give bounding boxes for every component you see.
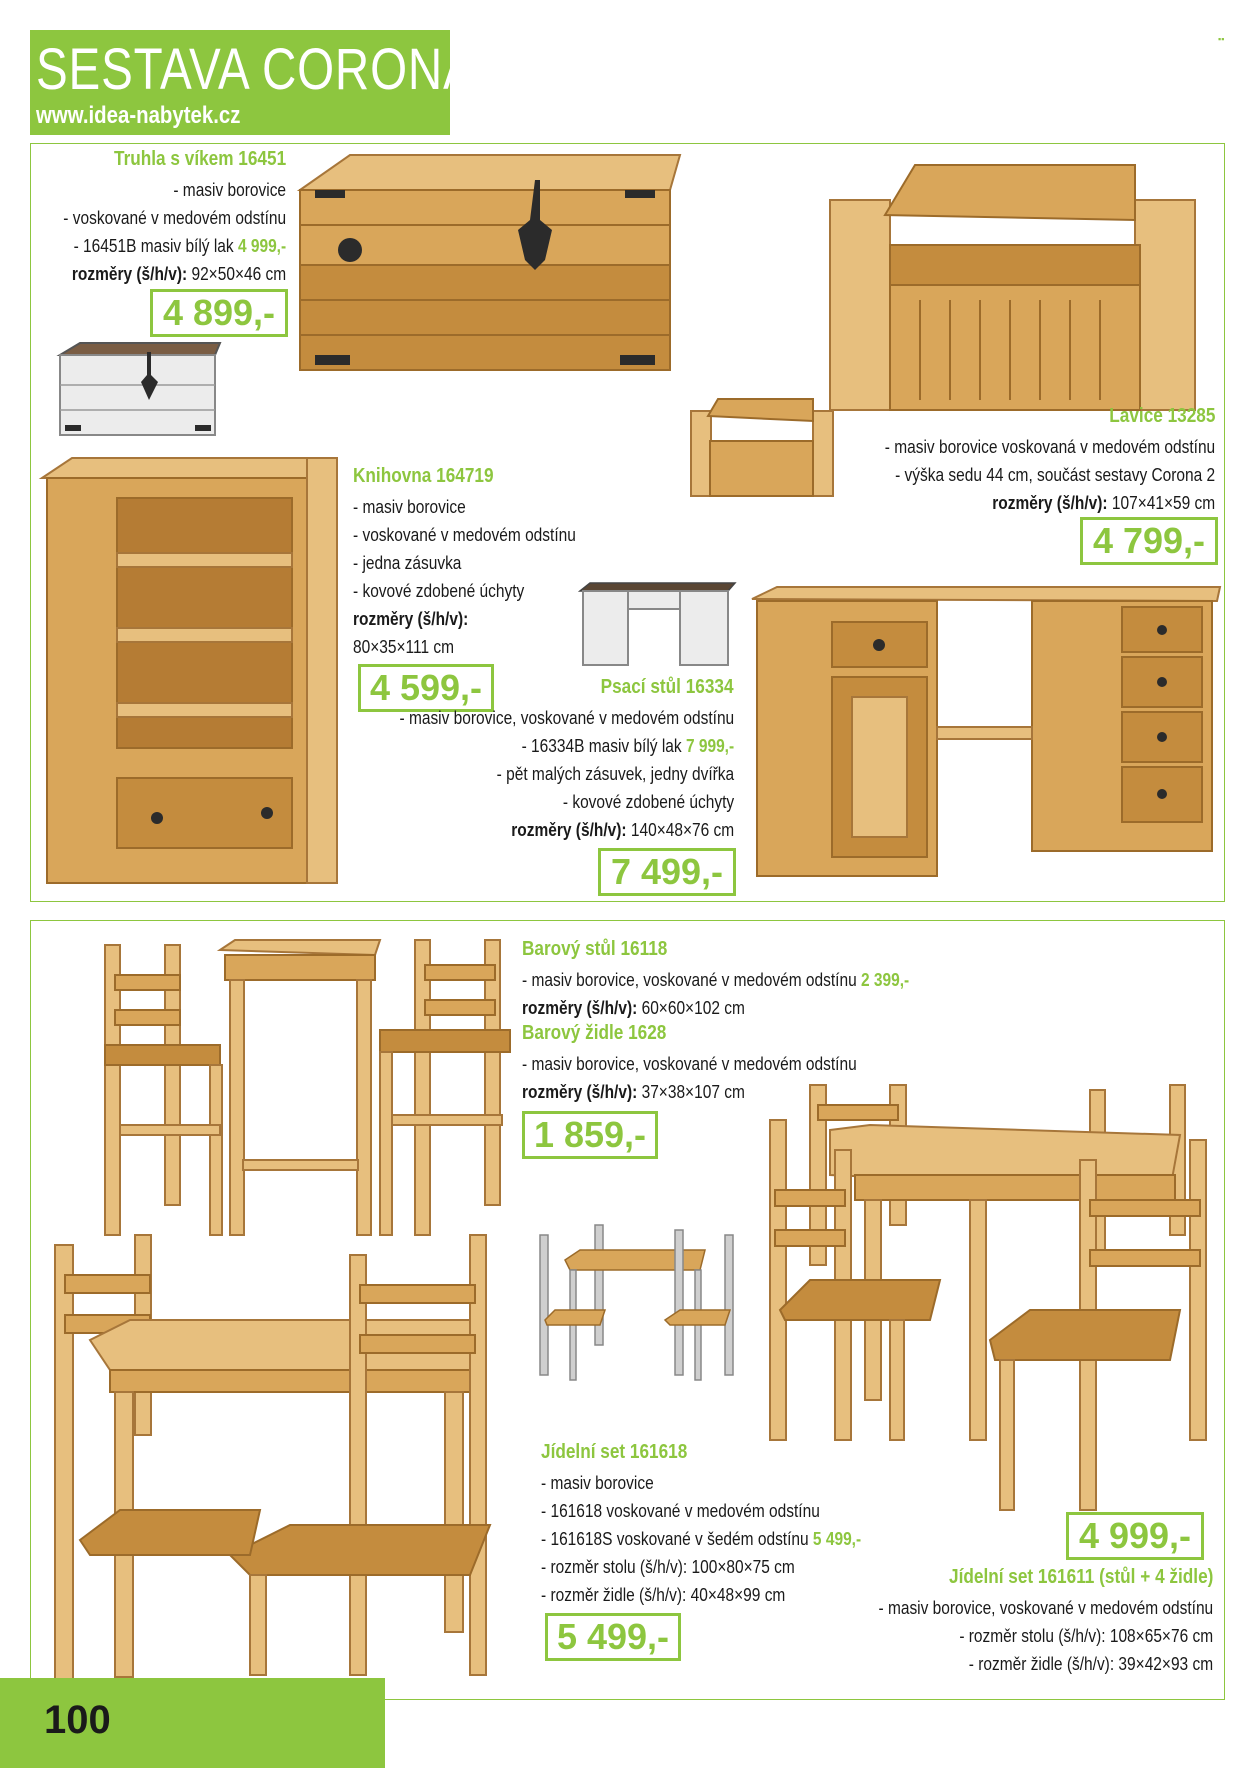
- page-number: 100: [44, 1698, 111, 1742]
- bar-chair-name: Barový židle 1628: [522, 1022, 667, 1044]
- desk-variant-text: - 16334B masiv bílý lak: [521, 736, 686, 756]
- chest-dims-label: rozměry (š/h/v):: [71, 264, 188, 284]
- bar-chair-line: - masiv borovice, voskované v medovém odstínu: [522, 1054, 857, 1074]
- bench-line-2: - výška sedu 44 cm, součást sestavy Corona 2: [894, 465, 1215, 485]
- dining-set-161618-image: [50, 1225, 520, 1685]
- dining1-name: Jídelní set 161618: [541, 1441, 688, 1463]
- dining2-line-1: - masiv borovice, voskované v medovém odstínu: [878, 1598, 1213, 1618]
- bookcase-line-1: - masiv borovice: [353, 497, 466, 517]
- dining1-variant: [541, 1525, 861, 1553]
- bench-dims: [992, 489, 1215, 517]
- website-url: www.idea-nabytek.cz: [36, 102, 241, 129]
- dining1-line-1: - masiv borovice: [541, 1473, 654, 1493]
- dining1-line-4: - rozměr židle (š/h/v): 40×48×99 cm: [541, 1585, 786, 1605]
- chest-name: Truhla s víkem 16451: [113, 148, 286, 170]
- bookcase-dims-value: 80×35×111 cm: [353, 637, 454, 657]
- dining1-variant-text: - 161618S voskované v šedém odstínu: [541, 1529, 813, 1549]
- bookcase-line-4: - kovové zdobené úchyty: [353, 581, 525, 601]
- dining-set-161611-image: [770, 1080, 1210, 1520]
- bar-price: 1 859,-: [522, 1111, 658, 1159]
- desk-variant-price: 7 999,-: [685, 736, 734, 756]
- bookcase-name: Knihovna 164719: [353, 465, 494, 487]
- bar-table-dims-value: 60×60×102 cm: [637, 998, 745, 1018]
- bar-table-name: Barový stůl 16118: [522, 938, 668, 960]
- bookcase-line-2: - voskované v medovém odstínu: [353, 525, 576, 545]
- bookcase-price: 4 599,-: [358, 664, 494, 712]
- chest-variant-text: - 16451B masiv bílý lak: [73, 236, 238, 256]
- bar-table-dims: [522, 994, 745, 1022]
- bench-small-image: [688, 396, 838, 500]
- dining1-variant-price: 5 499,-: [812, 1529, 862, 1549]
- dining1-price: 5 499,-: [545, 1613, 681, 1661]
- chest-variant-price: 4 999,-: [237, 236, 286, 256]
- desk-line-3: - kovové zdobené úchyty: [562, 792, 734, 812]
- desk-line-1: - masiv borovice, voskované v medovém odstínu: [399, 708, 734, 728]
- bar-chair-dims: [522, 1078, 745, 1106]
- bar-set-image: [95, 935, 515, 1240]
- dining2-price: 4 999,-: [1066, 1512, 1204, 1560]
- desk-dims: [511, 816, 734, 844]
- chest-line-2: - voskované v medovém odstínu: [63, 208, 286, 228]
- bar-table-line-text: - masiv borovice, voskované v medovém odstínu: [522, 970, 861, 990]
- dining2-line-2: - rozměr stolu (š/h/v): 108×65×76 cm: [959, 1626, 1213, 1646]
- header-banner: [30, 30, 476, 135]
- dining2-name: Jídelní set 161611 (stůl + 4 židle): [948, 1566, 1213, 1588]
- bench-name: Lavice 13285: [1108, 405, 1215, 427]
- bar-table-price-inline: 2 399,-: [860, 970, 910, 990]
- bookcase-line-3: - jedna zásuvka: [353, 553, 462, 573]
- chest-image: [290, 150, 690, 385]
- chest-dims-value: 92×50×46 cm: [187, 264, 286, 284]
- page-title: SESTAVA CORONA: [36, 37, 476, 102]
- dining1-line-2: - 161618 voskované v medovém odstínu: [541, 1501, 820, 1521]
- bookcase-image: [42, 458, 342, 893]
- bench-price: 4 799,-: [1080, 517, 1218, 565]
- chest-dims: [72, 260, 286, 288]
- desk-variant: [521, 732, 734, 760]
- dining-set-grey-image: [535, 1225, 740, 1385]
- bar-table-dims-label: rozměry (š/h/v):: [522, 998, 638, 1018]
- chest-line-1: - masiv borovice: [173, 180, 286, 200]
- dining2-line-3: - rozměr židle (š/h/v): 39×42×93 cm: [968, 1654, 1213, 1674]
- bar-chair-dims-label: rozměry (š/h/v):: [522, 1082, 638, 1102]
- dining1-line-3: - rozměr stolu (š/h/v): 100×80×75 cm: [541, 1557, 795, 1577]
- chest-white-image: [55, 340, 225, 445]
- desk-name: Psací stůl 16334: [601, 676, 734, 698]
- desk-dims-label: rozměry (š/h/v):: [511, 820, 627, 840]
- bookcase-dims-label: rozměry (š/h/v):: [353, 609, 469, 629]
- desk-price: 7 499,-: [598, 848, 736, 896]
- chest-variant: [73, 232, 286, 260]
- desk-white-image: [580, 583, 735, 668]
- bar-chair-dims-value: 37×38×107 cm: [637, 1082, 745, 1102]
- page-number-box: [0, 1678, 385, 1768]
- bench-dims-label: rozměry (š/h/v):: [992, 493, 1108, 513]
- desk-image: [752, 587, 1222, 887]
- bench-line-1: - masiv borovice voskovaná v medovém odstínu: [884, 437, 1215, 457]
- bench-image: [825, 160, 1205, 415]
- bench-dims-value: 107×41×59 cm: [1107, 493, 1215, 513]
- bar-table-line: [522, 966, 909, 994]
- corner-logo-icon: ▪▪: [1218, 34, 1225, 44]
- desk-line-2: - pět malých zásuvek, jedny dvířka: [496, 764, 734, 784]
- chest-price: 4 899,-: [150, 289, 288, 337]
- desk-dims-value: 140×48×76 cm: [626, 820, 734, 840]
